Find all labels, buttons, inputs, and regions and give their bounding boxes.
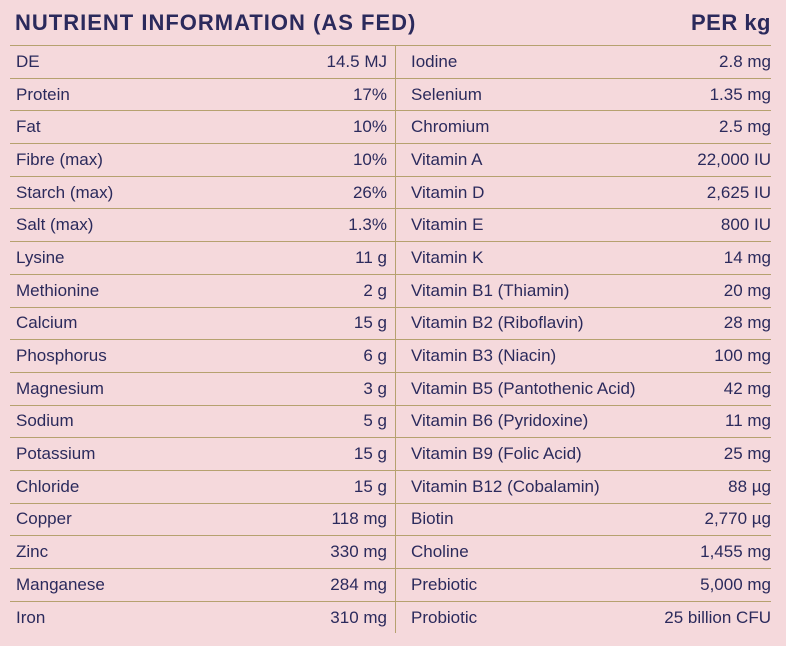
nutrient-name: Biotin — [411, 509, 454, 529]
table-row — [396, 176, 771, 209]
nutrient-name: Salt (max) — [16, 215, 94, 235]
table-row — [10, 45, 395, 78]
nutrient-value: 100 mg — [714, 346, 771, 366]
nutrient-table — [10, 45, 771, 633]
nutrient-name: Probiotic — [411, 607, 478, 627]
nutrient-value: 118 mg — [331, 509, 387, 529]
table-row — [396, 274, 771, 307]
table-row — [10, 208, 395, 241]
nutrient-value: 800 IU — [720, 215, 771, 235]
table-row — [396, 241, 771, 274]
table-row — [396, 110, 771, 143]
nutrient-name: Vitamin B5 (Pantothenic Acid) — [411, 378, 636, 398]
table-row — [396, 535, 771, 568]
nutrient-column-left — [10, 45, 396, 633]
nutrient-value: 22,000 IU — [697, 149, 771, 169]
nutrient-value: 5 g — [363, 411, 387, 431]
nutrient-name: Iodine — [411, 51, 458, 71]
table-row — [10, 241, 395, 274]
page-title: NUTRIENT INFORMATION (AS FED) — [15, 10, 417, 35]
nutrient-name: Methionine — [16, 280, 100, 300]
table-header — [15, 6, 771, 40]
nutrient-name: Potassium — [16, 444, 96, 464]
nutrient-name: Vitamin K — [411, 247, 484, 267]
table-row — [396, 208, 771, 241]
nutrient-name: Magnesium — [16, 378, 104, 398]
table-row — [396, 45, 771, 78]
table-row — [10, 535, 395, 568]
nutrient-name: Iron — [16, 607, 46, 627]
nutrient-name: Chloride — [16, 476, 80, 496]
nutrient-name: Choline — [411, 542, 469, 562]
nutrient-value: 10% — [352, 117, 387, 137]
nutrient-name: Chromium — [411, 117, 490, 137]
table-row — [10, 176, 395, 209]
nutrient-name: Vitamin B3 (Niacin) — [411, 346, 557, 366]
nutrient-value: 11 mg — [725, 411, 771, 431]
nutrient-value: 284 mg — [330, 574, 387, 594]
nutrient-name: Zinc — [16, 542, 49, 562]
per-unit-label: PER kg — [690, 10, 771, 35]
nutrient-name: Fibre (max) — [16, 149, 103, 169]
nutrient-value: 2 g — [363, 280, 387, 300]
table-row — [396, 437, 771, 470]
table-row — [10, 503, 395, 536]
nutrient-value: 330 mg — [330, 542, 387, 562]
nutrient-value: 42 mg — [723, 378, 771, 398]
nutrient-name: Protein — [16, 84, 70, 104]
table-row — [10, 143, 395, 176]
nutrient-value: 6 g — [363, 346, 387, 366]
nutrient-value: 1.35 mg — [709, 84, 771, 104]
table-row — [396, 470, 771, 503]
table-row — [10, 568, 395, 601]
table-row — [396, 601, 771, 634]
nutrient-name: Vitamin E — [411, 215, 484, 235]
nutrient-name: Selenium — [411, 84, 482, 104]
nutrient-name: Vitamin B2 (Riboflavin) — [411, 313, 584, 333]
nutrient-name: Vitamin B6 (Pyridoxine) — [411, 411, 589, 431]
nutrient-name: Calcium — [16, 313, 78, 333]
nutrient-value: 26% — [352, 182, 387, 202]
nutrient-value: 10% — [352, 149, 387, 169]
nutrient-name: Vitamin B1 (Thiamin) — [411, 280, 570, 300]
nutrient-value: 11 g — [355, 247, 387, 267]
nutrient-name: Vitamin B9 (Folic Acid) — [411, 444, 582, 464]
nutrient-column-right — [396, 45, 771, 633]
nutrient-name: DE — [16, 51, 40, 71]
nutrient-name: Copper — [16, 509, 72, 529]
nutrient-value: 1,455 mg — [700, 542, 771, 562]
nutrient-value: 88 µg — [728, 476, 771, 496]
table-row — [10, 274, 395, 307]
nutrient-value: 2,770 µg — [704, 509, 771, 529]
nutrient-name: Vitamin B12 (Cobalamin) — [411, 476, 600, 496]
table-row — [10, 437, 395, 470]
nutrient-value: 310 mg — [330, 607, 387, 627]
table-row — [396, 143, 771, 176]
nutrient-value: 15 g — [353, 476, 387, 496]
nutrient-value: 1.3% — [348, 215, 387, 235]
table-row — [10, 470, 395, 503]
table-row — [10, 78, 395, 111]
nutrient-value: 5,000 mg — [700, 574, 771, 594]
table-row — [10, 110, 395, 143]
nutrient-value: 25 mg — [723, 444, 771, 464]
nutrient-name: Prebiotic — [411, 574, 478, 594]
nutrient-value: 2.8 mg — [719, 51, 771, 71]
table-row — [10, 405, 395, 438]
nutrient-value: 25 billion CFU — [664, 607, 771, 627]
nutrient-value: 20 mg — [723, 280, 771, 300]
nutrient-value: 2,625 IU — [706, 182, 771, 202]
nutrient-value: 17% — [352, 84, 387, 104]
table-row — [10, 307, 395, 340]
table-row — [396, 339, 771, 372]
table-row — [10, 339, 395, 372]
nutrient-name: Phosphorus — [16, 346, 107, 366]
nutrient-value: 2.5 mg — [719, 117, 771, 137]
table-row — [10, 601, 395, 634]
nutrient-value: 3 g — [363, 378, 387, 398]
nutrient-name: Lysine — [16, 247, 65, 267]
table-row — [10, 372, 395, 405]
nutrient-name: Fat — [16, 117, 41, 137]
nutrient-value: 15 g — [353, 444, 387, 464]
table-row — [396, 568, 771, 601]
nutrient-value: 28 mg — [723, 313, 771, 333]
nutrient-value: 15 g — [353, 313, 387, 333]
nutrient-value: 14.5 MJ — [326, 51, 387, 71]
nutrient-name: Vitamin A — [411, 149, 483, 169]
table-row — [396, 307, 771, 340]
nutrient-name: Vitamin D — [411, 182, 485, 202]
nutrient-value: 14 mg — [723, 247, 771, 267]
table-row — [396, 503, 771, 536]
table-row — [396, 405, 771, 438]
table-row — [396, 78, 771, 111]
nutrient-name: Manganese — [16, 574, 105, 594]
nutrient-name: Starch (max) — [16, 182, 114, 202]
nutrient-name: Sodium — [16, 411, 74, 431]
table-row — [396, 372, 771, 405]
